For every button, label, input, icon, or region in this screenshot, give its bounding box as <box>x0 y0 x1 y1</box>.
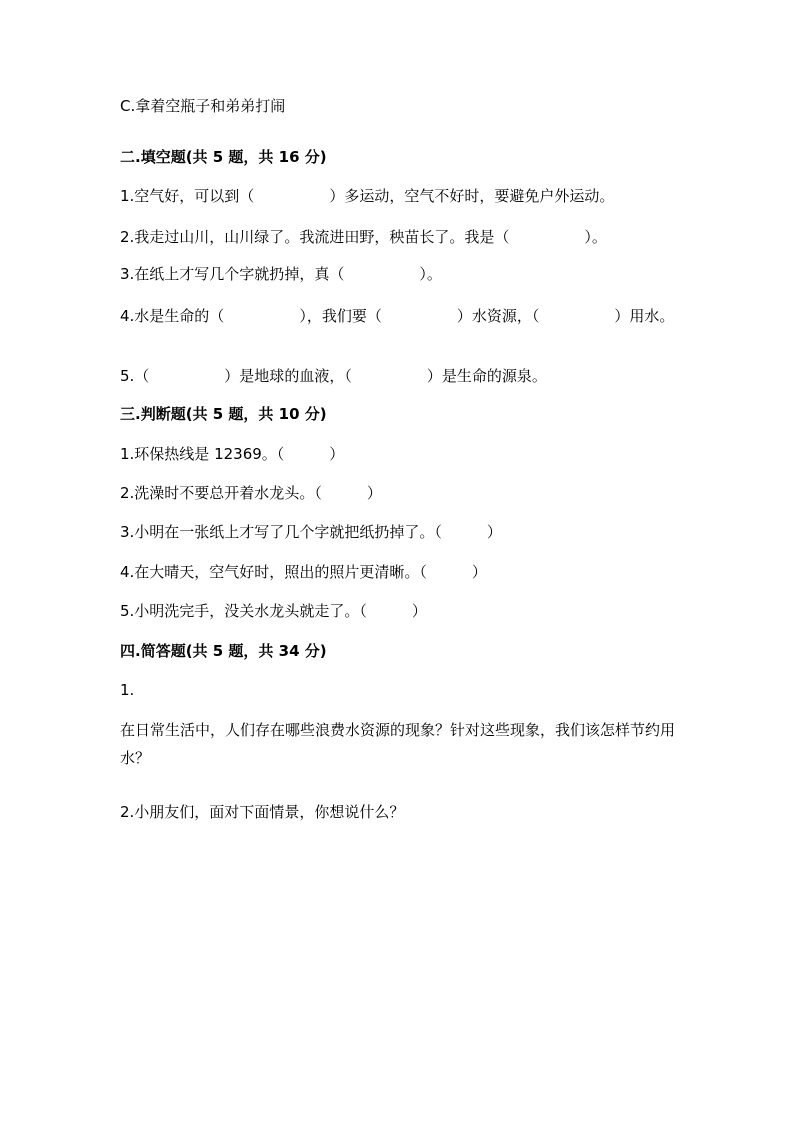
judge-question-3: 3.小明在一张纸上才写了几个字就把纸扔掉了。（ ） <box>120 523 502 541</box>
section-3-heading: 三.判断题(共 5 题，共 10 分) <box>120 405 327 423</box>
judge-question-1: 1.环保热线是 12369。（ ） <box>120 445 345 463</box>
fill-question-4: 4.水是生命的（ ），我们要（ ）水资源，（ ）用水。 <box>120 307 675 325</box>
short-answer-1-text: 在日常生活中，人们存在哪些浪费水资源的现象？针对这些现象，我们该怎样节约用水？ <box>120 721 676 767</box>
fill-question-5: 5.（ ）是地球的血液，（ ）是生命的源泉。 <box>120 367 547 385</box>
fill-question-3: 3.在纸上才写几个字就扔掉，真（ ）。 <box>120 265 442 283</box>
judge-question-2: 2.洗澡时不要总开着水龙头。（ ） <box>120 484 382 502</box>
fill-question-1: 1.空气好，可以到（ ）多运动，空气不好时，要避免户外运动。 <box>120 187 615 205</box>
judge-question-4: 4.在大晴天，空气好时，照出的照片更清晰。（ ） <box>120 563 487 581</box>
choice-option-c: C.拿着空瓶子和弟弟打闹 <box>120 97 286 115</box>
short-answer-1-number: 1. <box>120 681 135 699</box>
short-answer-2: 2.小朋友们，面对下面情景，你想说什么？ <box>120 803 405 821</box>
judge-question-5: 5.小明洗完手，没关水龙头就走了。（ ） <box>120 602 427 620</box>
section-2-heading: 二.填空题(共 5 题，共 16 分) <box>120 148 327 166</box>
fill-question-2: 2.我走过山川，山川绿了。我流进田野，秧苗长了。我是（ ）。 <box>120 228 607 246</box>
section-4-heading: 四.简答题(共 5 题，共 34 分) <box>120 642 327 660</box>
